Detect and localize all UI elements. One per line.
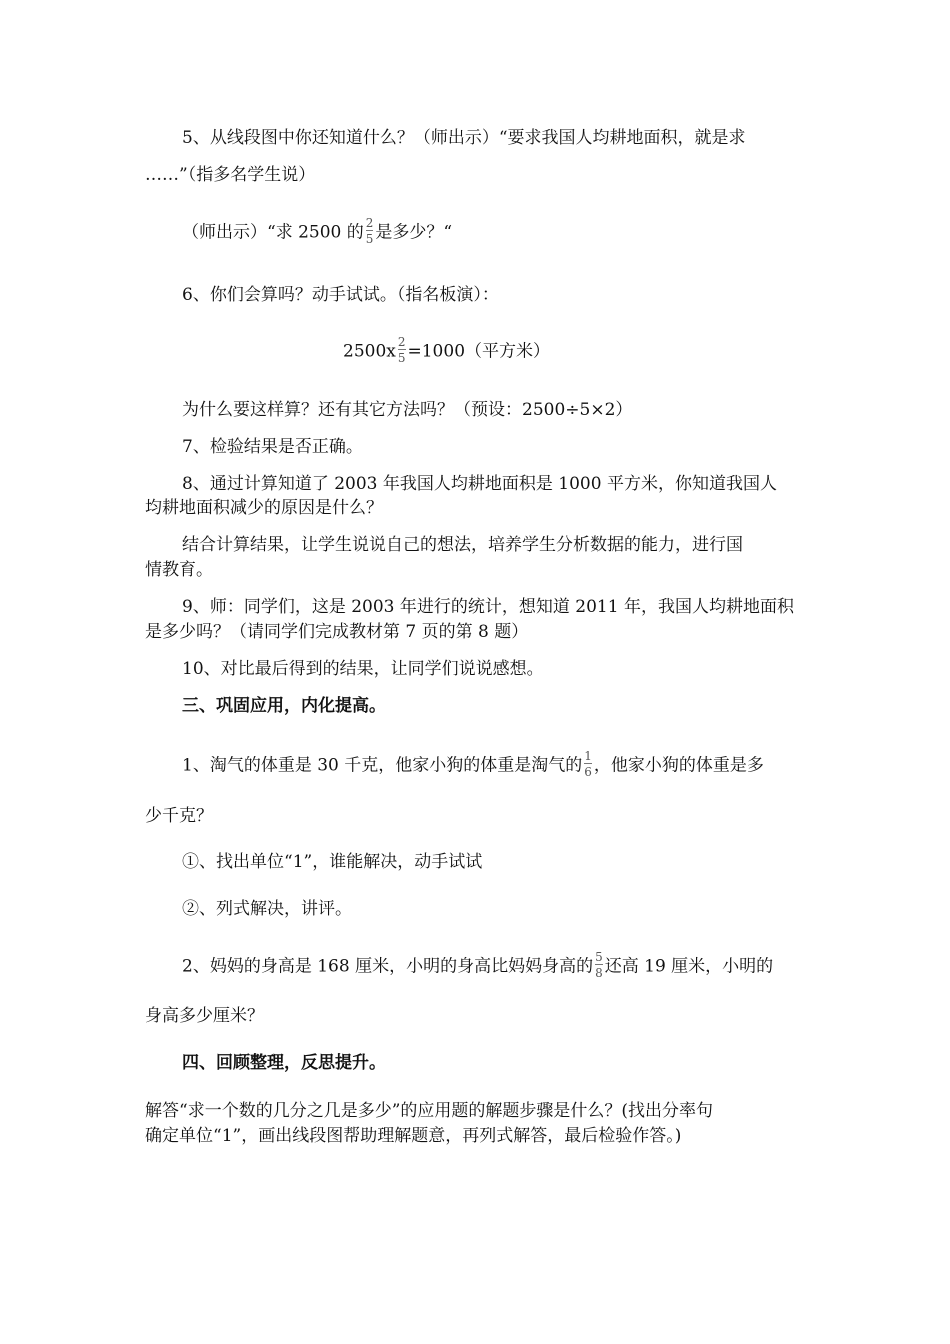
text: 1、淘气的体重是 30 千克，他家小狗的体重是淘气的 <box>182 755 583 776</box>
text: ，他家小狗的体重是多 <box>593 755 764 776</box>
item-5-line-2: ……”（指多名学生说） <box>145 165 316 185</box>
item-6: 6、你们会算吗？动手试试。（指名板演）： <box>182 285 499 305</box>
combine-line-2: 情教育。 <box>145 560 213 580</box>
problem-2-line-2: 身高多少厘米？ <box>145 1006 264 1026</box>
numerator: 1 <box>584 749 592 763</box>
item-9-line-2: 是多少吗？（请同学们完成教材第 7 页的第 8 题） <box>145 622 529 642</box>
item-5-line-1: 5、从线段图中你还知道什么？（师出示）“要求我国人均耕地面积，就是求 <box>182 128 746 148</box>
summary-line-2: 确定单位“1”，画出线段图帮助理解题意，再列式解答，最后检验作答。) <box>145 1126 682 1146</box>
numerator: 2 <box>397 335 406 349</box>
step-1: ①、找出单位“1”，谁能解决，动手试试 <box>182 852 483 872</box>
text: =1000（平方米） <box>407 341 551 362</box>
why-question: 为什么要这样算？还有其它方法吗？（预设：2500÷5×2） <box>182 400 633 420</box>
denominator: 8 <box>595 966 603 980</box>
numerator: 5 <box>595 950 603 964</box>
fraction-one-sixth <box>584 749 592 779</box>
text: 还高 19 厘米，小明的 <box>604 956 774 977</box>
problem-2-line-1 <box>182 952 773 982</box>
combine-line-1: 结合计算结果，让学生说说自己的想法，培养学生分析数据的能力，进行国 <box>182 535 743 555</box>
problem-1-line-2: 少千克？ <box>145 806 213 826</box>
item-5-teacher-shows <box>182 218 452 248</box>
section-3-heading: 三、巩固应用，内化提高。 <box>182 696 386 716</box>
item-7: 7、检验结果是否正确。 <box>182 437 363 457</box>
denominator: 5 <box>397 351 406 365</box>
denominator: 6 <box>584 765 592 779</box>
step-2: ②、列式解决，讲评。 <box>182 899 352 919</box>
problem-1-line-1 <box>182 751 764 781</box>
item-8-line-1: 8、通过计算知道了 2003 年我国人均耕地面积是 1000 平方米，你知道我国人 <box>182 474 777 494</box>
numerator: 2 <box>365 216 374 230</box>
section-4-heading: 四、回顾整理，反思提升。 <box>182 1053 386 1073</box>
fraction-two-fifths <box>366 216 374 246</box>
text: 是多少？“ <box>375 222 453 243</box>
fraction-five-eighths <box>595 950 603 980</box>
item-8-line-2: 均耕地面积减少的原因是什么？ <box>145 498 383 518</box>
item-10: 10、对比最后得到的结果，让同学们说说感想。 <box>182 659 544 679</box>
equation <box>343 337 550 367</box>
denominator: 5 <box>365 232 374 246</box>
text: 2、妈妈的身高是 168 厘米，小明的身高比妈妈身高的 <box>182 956 594 977</box>
summary-line-1: 解答“求一个数的几分之几是多少”的应用题的解题步骤是什么？(找出分率句 <box>145 1101 714 1121</box>
fraction-two-fifths <box>398 335 406 365</box>
item-9-line-1: 9、师：同学们，这是 2003 年进行的统计，想知道 2011 年，我国人均耕地面积 <box>182 597 794 617</box>
text: 2500x <box>343 341 396 362</box>
text: （师出示）“求 2500 的 <box>182 222 364 243</box>
